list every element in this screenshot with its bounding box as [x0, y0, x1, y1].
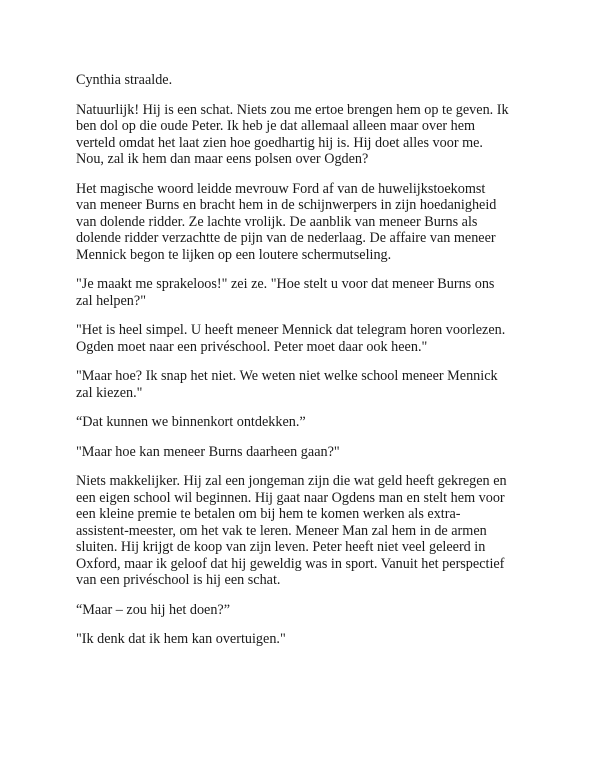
paragraph-7: “Dat kunnen we binnenkort ontdekken.”	[76, 414, 306, 430]
paragraph-6: "Maar hoe? Ik snap het niet. We weten niet welke school meneer Mennick zal kiezen."	[76, 368, 498, 401]
paragraph-2: Natuurlijk! Hij is een schat. Niets zou me ertoe brengen hem op te geven. Ik ben dol op die oude Peter. Ik heb je dat allemaal alleen maar over hem verteld omdat het laat zien hoe goedhartig hij is. Hij doet alles voor me. Nou, zal ik hem dan maar eens polsen over Ogden?	[76, 101, 509, 167]
paragraph-10: “Maar – zou hij het doen?”	[76, 601, 231, 618]
document-body	[76, 72, 546, 661]
paragraph-8: "Maar hoe kan meneer Burns daarheen gaan?"	[76, 443, 340, 460]
paragraph-1: Cynthia straalde.	[76, 72, 173, 88]
paragraph-5: "Het is heel simpel. U heeft meneer Mennick dat telegram horen voorlezen. Ogden moet naar een privéschool. Peter moet daar ook heen."	[76, 322, 506, 355]
paragraph-4: "Je maakt me sprakeloos!" zei ze. "Hoe stelt u voor dat meneer Burns ons zal helpen?"	[76, 276, 495, 309]
paragraph-3: Het magische woord leidde mevrouw Ford af van de huwelijkstoekomst van meneer Burns en bracht hem in de schijnwerpers in zijn hoedanigheid van dolende ridder. Ze lachte vrolijk. De aanblik van meneer Burns als dolende ridder verzachtte de pijn van de nederlaag. De affaire van meneer Mennick begon te lijken op een loutere schermutseling.	[76, 180, 497, 263]
paragraph-11: "Ik denk dat ik hem kan overtuigen."	[76, 631, 286, 647]
paragraph-9: Niets makkelijker. Hij zal een jongeman zijn die wat geld heeft gekregen en een eigen school wil beginnen. Hij gaat naar Ogdens man en stelt hem voor een kleine premie te betalen om bij hem te komen werken als extra- assistent-meester, om het vak te leren. Meneer Man zal hem in de armen sluiten. Hij krijgt de koop van zijn leven. Peter heeft niet veel geleerd in Oxford, maar ik geloof dat hij geweldig was in sport. Vanuit het perspectief van een privéschool is hij een schat.	[76, 473, 507, 588]
